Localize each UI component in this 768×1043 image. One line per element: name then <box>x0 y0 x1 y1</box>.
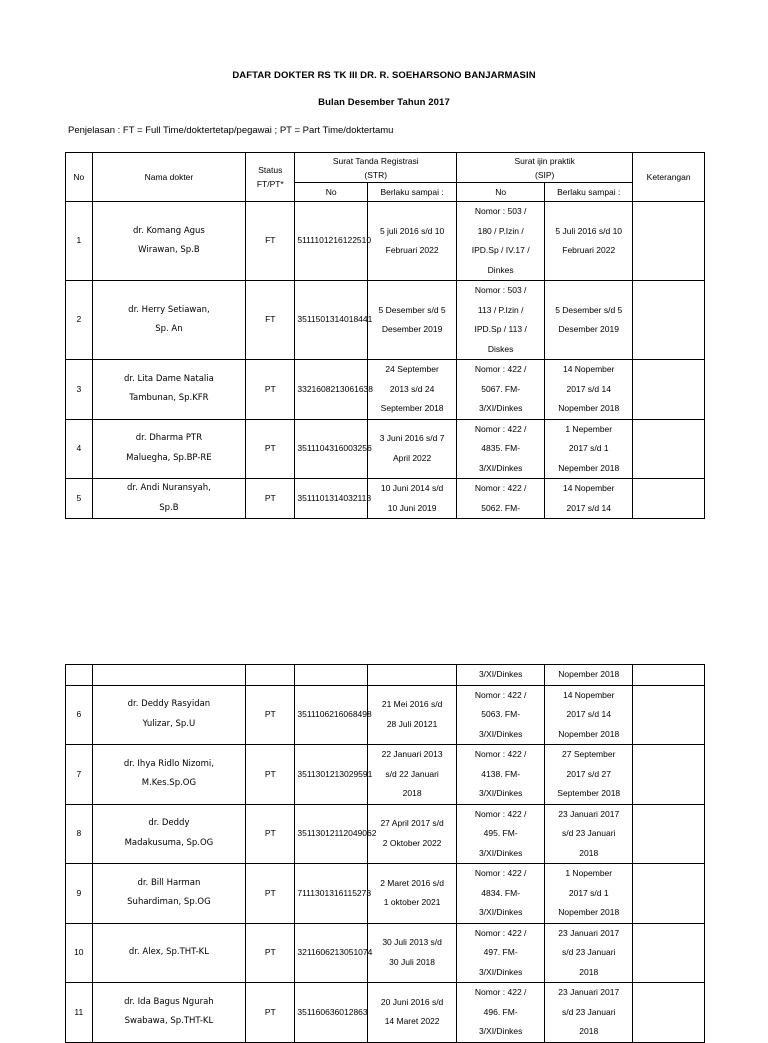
cell-str-valid: 27 April 2017 s/d 2 Oktober 2022 <box>368 804 457 864</box>
table-row <box>66 864 705 924</box>
cell-status: FT <box>246 281 295 360</box>
table-body-continued <box>66 665 705 1043</box>
cell-no: 7 <box>66 745 93 805</box>
cell-status: PT <box>246 923 295 983</box>
cell-keterangan <box>633 202 705 281</box>
table-row <box>66 202 705 281</box>
cell-sip-no: Nomor : 422 / 495. FM- 3/XI/Dinkes <box>457 804 545 864</box>
cell-str-no: 3211606213051074 <box>295 923 368 983</box>
header-name: Nama dokter <box>92 153 246 202</box>
cell-no: 8 <box>66 804 93 864</box>
cell-doctor-name: dr. Alex, Sp.THT-KL <box>92 923 246 983</box>
cell-sip-no: Nomor : 422 / 4835. FM- 3/XI/Dinkes <box>457 419 545 479</box>
header-no: No <box>66 153 93 202</box>
cell-keterangan <box>633 479 705 519</box>
cell-sip-valid: 1 Nopember 2017 s/d 1 Nopember 2018 <box>545 864 633 924</box>
cell-sip-no: Nomor : 422 / 4834. FM- 3/XI/Dinkes <box>457 864 545 924</box>
cell-str-no: 7111301316115273 <box>295 864 368 924</box>
cell-sip-valid: 14 Nopember 2017 s/d 14 Nopember 2018 <box>545 685 633 745</box>
cell-str-no: 3511106216068498 <box>295 685 368 745</box>
cell-sip-no: Nomor : 422 / 4138. FM- 3/XI/Dinkes <box>457 745 545 805</box>
cell-keterangan <box>633 419 705 479</box>
legend-note: Penjelasan : FT = Full Time/doktertetap/pegawai ; PT = Part Time/doktertamu <box>68 125 394 136</box>
cell-str-no: 3321608213061638 <box>295 360 368 420</box>
cell-sip-no: Nomor : 503 / 113 / P.Izin / IPD.Sp / 113 / Diskes <box>457 281 545 360</box>
cell-sip-valid: 23 Januari 2017 s/d 23 Januari 2018 <box>545 923 633 983</box>
cell-doctor-name: dr. Andi Nuransyah, Sp.B <box>92 479 246 519</box>
cell-str-valid: 30 Juli 2013 s/d 30 Juli 2018 <box>368 923 457 983</box>
cell-no: 3 <box>66 360 93 420</box>
cell-sip-valid: 5 Desember s/d 5 Desember 2019 <box>545 281 633 360</box>
cell-no: 10 <box>66 923 93 983</box>
cell-doctor-name: dr. Ihya Ridlo Nizomi, M.Kes.Sp.OG <box>92 745 246 805</box>
cell-sip-no: Nomor : 503 / 180 / P.Izin / IPD.Sp / IV.17 / Dinkes <box>457 202 545 281</box>
cell-sip-valid: Nopember 2018 <box>545 665 633 686</box>
cell-keterangan <box>633 804 705 864</box>
table-row <box>66 983 705 1043</box>
cell-str-valid: 2 Maret 2016 s/d 1 oktober 2021 <box>368 864 457 924</box>
cell-status: PT <box>246 479 295 519</box>
header-status: Status FT/PT* <box>246 153 295 202</box>
cell-str-valid: 20 Juni 2016 s/d 14 Maret 2022 <box>368 983 457 1043</box>
cell-no: 1 <box>66 202 93 281</box>
table-body <box>66 202 705 519</box>
cell-doctor-name: dr. Deddy Madakusuma, Sp.OG <box>92 804 246 864</box>
header-keterangan: Keterangan <box>633 153 705 202</box>
cell-sip-no: Nomor : 422 / 496. FM- 3/XI/Dinkes <box>457 983 545 1043</box>
cell-no: 11 <box>66 983 93 1043</box>
cell-str-no: 3511101314032113 <box>295 479 368 519</box>
cell-status: PT <box>246 360 295 420</box>
cell-doctor-name: dr. Dharma PTR Maluegha, Sp.BP-RE <box>92 419 246 479</box>
cell-sip-valid: 1 Nepember 2017 s/d 1 Nepember 2018 <box>545 419 633 479</box>
cell-doctor-name: dr. Lita Dame Natalia Tambunan, Sp.KFR <box>92 360 246 420</box>
cell-no: 2 <box>66 281 93 360</box>
cell-str-valid: 5 juli 2016 s/d 10 Februari 2022 <box>368 202 457 281</box>
table-row <box>66 923 705 983</box>
table-row-continuation <box>66 665 705 686</box>
cell-sip-no: Nomor : 422 / 497. FM- 3/XI/Dinkes <box>457 923 545 983</box>
doctor-table <box>65 152 705 519</box>
cell-keterangan <box>633 983 705 1043</box>
cell-keterangan <box>633 685 705 745</box>
cell-str-no: 35113012112049062 <box>295 804 368 864</box>
cell-sip-no: Nomor : 422 / 5067. FM- 3/XI/Dinkes <box>457 360 545 420</box>
cell-status: FT <box>246 202 295 281</box>
cell-str-valid: 3 Juni 2016 s/d 7 April 2022 <box>368 419 457 479</box>
cell-keterangan <box>633 864 705 924</box>
header-str-no: No <box>295 183 368 202</box>
cell-status: PT <box>246 864 295 924</box>
cell-str-valid: 10 Juni 2014 s/d 10 Juni 2019 <box>368 479 457 519</box>
cell-keterangan <box>633 281 705 360</box>
cell-doctor-name: dr. Komang Agus Wirawan, Sp.B <box>92 202 246 281</box>
header-sip: Surat ijin praktik (SIP) <box>457 153 633 183</box>
cell-no: 4 <box>66 419 93 479</box>
cell-doctor-name: dr. Bill Harman Suhardiman, Sp.OG <box>92 864 246 924</box>
header-sip-valid: Berlaku sampai : <box>545 183 633 202</box>
document-subtitle: Bulan Desember Tahun 2017 <box>318 97 450 108</box>
cell-sip-valid: 5 Juli 2016 s/d 10 Februari 2022 <box>545 202 633 281</box>
cell-str-valid: 21 Mei 2016 s/d 28 Juli 20121 <box>368 685 457 745</box>
cell-str-no: 351160636012863 <box>295 983 368 1043</box>
header-str-valid: Berlaku sampai : <box>368 183 457 202</box>
cell-sip-valid: 27 September 2017 s/d 27 September 2018 <box>545 745 633 805</box>
cell-sip-valid: 14 Nopember 2017 s/d 14 Nopember 2018 <box>545 360 633 420</box>
cell-sip-valid: 23 Januari 2017 s/d 23 Januari 2018 <box>545 804 633 864</box>
cell-sip-valid: 23 Januari 2017 s/d 23 Januari 2018 <box>545 983 633 1043</box>
cell-status: PT <box>246 685 295 745</box>
cell-doctor-name: dr. Herry Setiawan, Sp. An <box>92 281 246 360</box>
cell-str-no: 3511104316003256 <box>295 419 368 479</box>
cell-str-no: 3511501314018441 <box>295 281 368 360</box>
cell-status: PT <box>246 804 295 864</box>
document-title: DAFTAR DOKTER RS TK III DR. R. SOEHARSONO BANJARMASIN <box>232 70 536 81</box>
table-row <box>66 479 705 519</box>
doctor-table-continued <box>65 664 705 1043</box>
cell-status: PT <box>246 983 295 1043</box>
cell-status: PT <box>246 745 295 805</box>
cell-str-valid: 24 September 2013 s/d 24 September 2018 <box>368 360 457 420</box>
cell-status: PT <box>246 419 295 479</box>
cell-str-no: 3511301213029591 <box>295 745 368 805</box>
cell-doctor-name: dr. Ida Bagus Ngurah Swabawa, Sp.THT-KL <box>92 983 246 1043</box>
header-str: Surat Tanda Registrasi (STR) <box>295 153 457 183</box>
table-row <box>66 360 705 420</box>
table-row <box>66 745 705 805</box>
table-row <box>66 419 705 479</box>
cell-str-valid: 22 Januari 2013 s/d 22 Januari 2018 <box>368 745 457 805</box>
cell-keterangan <box>633 923 705 983</box>
table-row <box>66 804 705 864</box>
cell-no: 5 <box>66 479 93 519</box>
cell-no: 9 <box>66 864 93 924</box>
cell-keterangan <box>633 360 705 420</box>
header-sip-no: No <box>457 183 545 202</box>
cell-doctor-name: dr. Deddy Rasyidan Yulizar, Sp.U <box>92 685 246 745</box>
cell-sip-no: Nomor : 422 / 5062. FM- <box>457 479 545 519</box>
cell-str-no: 5111101216122510 <box>295 202 368 281</box>
cell-str-valid: 5 Desember s/d 5 Desember 2019 <box>368 281 457 360</box>
cell-sip-valid: 14 Nopember 2017 s/d 14 <box>545 479 633 519</box>
cell-sip-no: 3/XI/Dinkes <box>457 665 545 686</box>
table-row <box>66 281 705 360</box>
cell-no: 6 <box>66 685 93 745</box>
cell-sip-no: Nomor : 422 / 5063. FM- 3/XI/Dinkes <box>457 685 545 745</box>
cell-keterangan <box>633 745 705 805</box>
table-row <box>66 685 705 745</box>
